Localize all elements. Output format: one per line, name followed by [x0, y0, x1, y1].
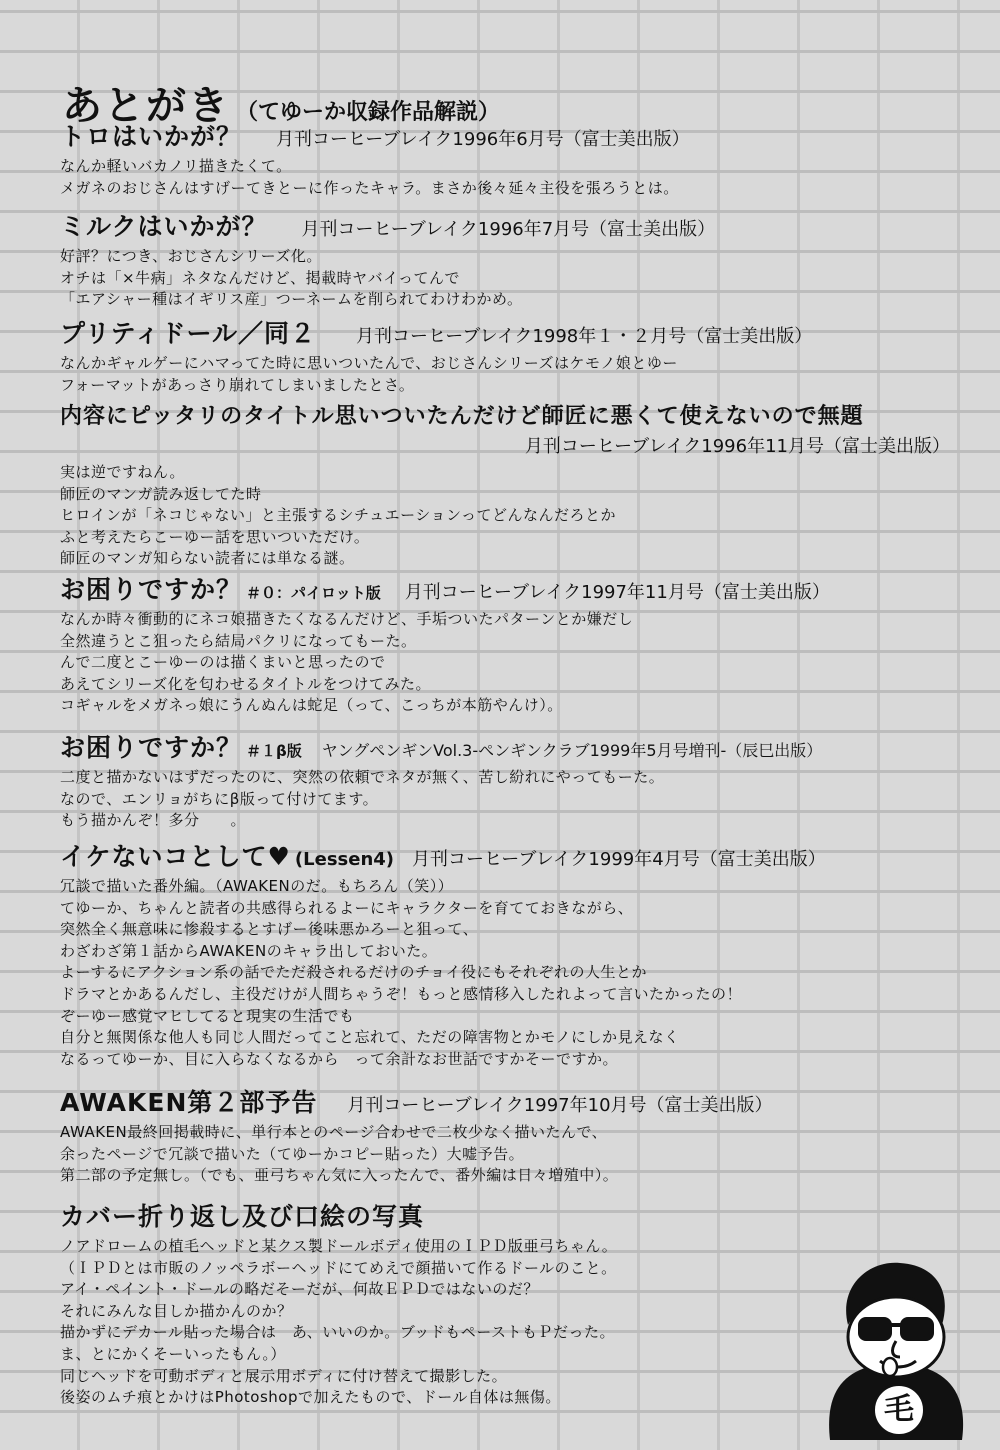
body-line: なんかギャルゲーにハマってた時に思いついたんで、おじさんシリーズはケモノ娘とゆー: [60, 354, 678, 372]
body-line: ぞーゆー感覚マヒしてると現実の生活でも: [60, 1006, 355, 1025]
body-line: 同じヘッドを可動ボディと展示用ボディに付け替えて撮影した。: [60, 1366, 508, 1385]
publication-info: 月刊コーヒーブレイク1998年１・２月号（富士美出版）: [356, 326, 813, 347]
body-line: アイ・ペイント・ドールの略だそーだが、何故ＥＰＤではないのだ？: [60, 1280, 539, 1299]
publication-info: 月刊コーヒーブレイク1996年6月号（富士美出版）: [276, 129, 690, 150]
lesson-tag: (Lessen4): [294, 849, 395, 870]
work-section-pretty-doll: [60, 317, 960, 396]
work-title: お困りですか？: [60, 575, 243, 604]
work-title: 内容にピッタリのタイトル思いついたんだけど師匠に悪くて使えないので無題: [60, 404, 864, 429]
body-line: AWAKEN最終回掲載時に、単行本とのページ合わせで二枚少なく描いたんで、: [60, 1123, 608, 1141]
title-sub: （てゆーか収録作品解説）: [236, 100, 501, 125]
section-header: [60, 840, 960, 874]
body-line: なので、エンリョがちにβ版って付けてます。: [60, 789, 379, 808]
section-header: [60, 573, 960, 607]
body-line: 描かずにデカール貼った場合は あ、いいのか。ブッドもペーストもＰだった。: [60, 1323, 616, 1342]
version-tag: ＃１β版: [246, 742, 302, 760]
publication-info: 月刊コーヒーブレイク1999年4月号（富士美出版）: [412, 849, 826, 870]
section-header: [60, 1200, 960, 1234]
work-section-toro: [60, 120, 960, 199]
work-title: カバー折り返し及び口絵の写真: [60, 1202, 425, 1231]
version-tag: ＃０：パイロット版: [246, 584, 381, 602]
section-body: [60, 156, 960, 199]
body-line: あえてシリーズ化を匂わせるタイトルをつけてみた。: [60, 674, 431, 693]
work-title: トロはいかが？: [60, 122, 243, 151]
work-section-okomari-beta: [60, 731, 960, 832]
title-main: あとがき: [62, 83, 230, 129]
body-line: ノアドロームの植毛ヘッドと某クス製ドールボディ使用のＩＰＤ版亜弓ちゃん。: [60, 1237, 618, 1255]
body-line: んで二度とこーゆーのは描くまいと思ったので: [60, 653, 386, 672]
sunglasses-man-icon: [820, 1255, 970, 1445]
section-body: [60, 462, 960, 570]
body-line: 後姿のムチ痕とかけはPhotoshopで加えたもので、ドール自体は無傷。: [60, 1388, 561, 1407]
section-header: [60, 120, 960, 154]
body-line: なるってゆーか、目に入らなくなるから って余計なお世話ですかそーですか。: [60, 1049, 619, 1068]
body-line: 師匠のマンガ読み返してた時: [60, 484, 262, 503]
body-line: なんか時々衝動的にネコ娘描きたくなるんだけど、手垢ついたパターンとか嫌だし: [60, 610, 634, 628]
body-line: 突然全く無意味に惨殺するとすげー後味悪かろーと狙って、: [60, 920, 479, 939]
work-title: イケないコとして♥: [60, 842, 291, 871]
body-line: 二度と描かないはずだったのに、突然の依頼でネタが無く、苦し紛れにやってもーた。: [60, 768, 665, 786]
publication-info: 月刊コーヒーブレイク1997年11月号（富士美出版）: [404, 582, 830, 603]
body-line: （ＩＰＤとは市販のノッペラボーヘッドにてめえで顔描いて作るドールのこと。: [60, 1258, 617, 1277]
body-line: もう描かんぞ！多分 。: [60, 811, 247, 830]
body-line: 自分と無関係な他人も同じ人間だってこと忘れて、ただの障害物とかモノにしか見えなく: [60, 1028, 680, 1047]
work-section-awaken-preview: [60, 1086, 960, 1187]
work-title: お困りですか？: [60, 733, 243, 762]
publication-info: 月刊コーヒーブレイク1996年7月号（富士美出版）: [301, 219, 716, 240]
body-line: オチは「×牛病」ネタなんだけど、掲載時ヤバイってんで: [60, 268, 460, 287]
section-header: [60, 731, 960, 765]
body-line: 余ったページで冗談で描いた（てゆーかコピー貼った）大嘘予告。: [60, 1144, 525, 1163]
section-header: [60, 400, 960, 434]
section-body: [60, 246, 960, 311]
body-line: メガネのおじさんはすげーてきとーに作ったキャラ。まさか後々延々主役を張ろうとは。: [60, 178, 679, 197]
body-line: 好評？につき、おじさんシリーズ化。: [60, 247, 322, 265]
section-header: [60, 1086, 960, 1120]
body-line: よーするにアクション系の話でただ殺されるだけのチョイ役にもそれぞれの人生とか: [60, 963, 648, 982]
section-body: [60, 353, 960, 396]
body-line: 実は逆ですねん。: [60, 463, 185, 481]
section-body: [60, 767, 960, 832]
body-line: ヒロインが「ネコじゃない」と主張するシチュエーションってどんなんだろとか: [60, 506, 617, 525]
section-body: [60, 609, 960, 717]
body-line: 第二部の予定無し。（でも、亜弓ちゃん気に入ったんで、番外編は日々増殖中）。: [60, 1166, 619, 1185]
body-line: コギャルをメガネっ娘にうんぬんは蛇足（って、こっちが本筋やんけ）。: [60, 696, 563, 715]
body-line: わざわざ第１話からAWAKENのキャラ出しておいた。: [60, 941, 438, 960]
work-section-ikenai-ko: [60, 840, 960, 1070]
section-body: [60, 876, 960, 1070]
work-section-milk: [60, 210, 960, 311]
work-title: プリティドール／同２: [60, 319, 317, 348]
section-body: [60, 1122, 960, 1187]
body-line: てゆーか、ちゃんと読者の共感得られるよーにキャラクターを育てておきながら、: [60, 898, 634, 917]
work-section-okomari-pilot: [60, 573, 960, 717]
work-section-untitled: [60, 400, 960, 570]
publication-info: 月刊コーヒーブレイク1996年11月号（富士美出版）: [524, 436, 950, 457]
body-line: ふと考えたらこーゆー話を思いついただけ。: [60, 527, 370, 546]
body-line: 「エアシャー種はイギリス産」つーネームを削られてわけわかめ。: [60, 290, 523, 309]
body-line: それにみんな目しか描かんのか？: [60, 1301, 293, 1320]
publication-info: ヤングペンギンVol.3-ペンギンクラブ1999年5月号増刊-（辰巳出版）: [321, 741, 823, 760]
section-header: [60, 210, 960, 244]
publication-info: 月刊コーヒーブレイク1997年10月号（富士美出版）: [347, 1095, 773, 1116]
section-header: [60, 317, 960, 351]
body-line: 師匠のマンガ知らない読者には単なる謎。: [60, 549, 355, 568]
mascot-label: 毛: [872, 1383, 926, 1437]
body-line: ま、とにかくそーいったもん。）: [60, 1344, 286, 1363]
body-line: 全然違うとこ狙ったら結局パクリになってもーた。: [60, 631, 417, 650]
body-line: 冗談で描いた番外編。（AWAKENのだ。もちろん（笑））: [60, 877, 454, 895]
body-line: フォーマットがあっさり崩れてしまいましたとさ。: [60, 375, 415, 394]
body-line: なんか軽いバカノリ描きたくて。: [60, 157, 292, 175]
work-title: AWAKEN第２部予告: [60, 1088, 318, 1117]
work-title: ミルクはいかが？: [60, 212, 268, 241]
body-line: ドラマとかあるんだし、主役だけが人間ちゃうぞ！もっと感情移入したれよって言いたかったの！: [60, 984, 743, 1003]
